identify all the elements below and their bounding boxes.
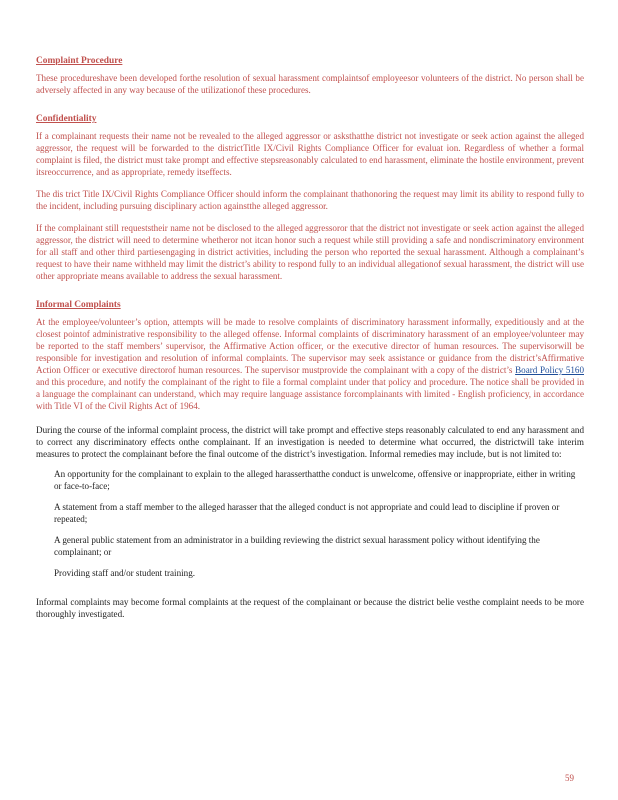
informal-text-before-link: At the employee/volunteer’s option, attempts will be made to resolve complaints of discriminatory harassment informally, expeditiously and at the closest pointof administrative responsibility to the alleged offense. Informal complaints of discriminatory harassment of an employee/volunteer may be reported to the staff members’ supervisor, the Affirmative Action officer, or the executive director of human resources. The supervisorwill be responsible for investigation and resolution of informal complaints. The supervisor may seek assistance or guidance from the district’sAffirmative Action Officer or executive directorof human resources. The supervisor mustprovide the complainant with a copy of the district’s bbox=[36, 317, 584, 375]
confidentiality-paragraph-2: The dis trict Title IX/Civil Rights Compliance Officer should inform the complainant thathonoring the request may limit its ability to respond fully to the incident, including pursuing disciplinary action againstthe alleged aggressor. bbox=[36, 189, 584, 211]
list-item-text: An opportunity for the complainant to explain to the alleged harasserthatthe conduct is unwelcome, offensive or inappropriate, either in writing or face-to-face; bbox=[54, 469, 576, 491]
list-item-text: A general public statement from an administrator in a building reviewing the district sexual harassment policy without identifying the complainant; or bbox=[54, 535, 540, 557]
list-item bbox=[36, 534, 584, 558]
informal-complaints-heading: Informal Complaints bbox=[36, 300, 121, 310]
complaint-procedure-text: These procedureshave been developed forthe resolution of sexual harassment complaintsof employeesor volunteers of the district. No person shall be adversely affected in any way because of the utilizationof these procedures. bbox=[36, 73, 584, 95]
complaint-procedure-heading: Complaint Procedure bbox=[36, 56, 123, 66]
list-item bbox=[36, 468, 584, 492]
list-item-text: Providing staff and/or student training. bbox=[54, 568, 196, 578]
confidentiality-paragraph-3: If the complainant still requeststheir name not be disclosed to the alleged aggressoror that the district not investigate or seek action against the alleged aggressor, the district will need to determine whetheror not itcan honor such a request while still providing a safe and nondiscriminatory environment for all staff and other third partiesengaging in district activities, including the person who reported the sexual harassment. Although a complainant’s request to have their name withheld may limit the district’s ability to respond fully to an individual allegationof sexual harassment, the district will use other appropriate means available to address the sexual harassment. bbox=[36, 223, 584, 281]
informal-complaints-paragraph-1 bbox=[36, 316, 584, 412]
page-number: 59 bbox=[565, 773, 574, 783]
informal-complaints-paragraph-2: During the course of the informal complaint process, the district will take prompt and effective steps reasonably calculated to end any harassment and to correct any discriminatory effects onthe complainant. If an investigation is needed to determine what occurred, the districtwill take interim measures to protect the complainant before the final outcome of the district’s investigation. Informal remedies may include, but is not limited to: bbox=[36, 425, 584, 459]
remedies-list bbox=[36, 468, 584, 579]
list-item-text: A statement from a staff member to the alleged harasser that the alleged conduct is not appropriate and could lead to discipline if proven or repeated; bbox=[54, 502, 560, 524]
board-policy-link[interactable]: Board Policy 5160 bbox=[515, 365, 585, 375]
informal-text-after-link: and this procedure, and notify the complainant of the right to file a formal complaint under that policy and procedure. The notice shall be provided in a language the complainant can understand, which may require language assistance forcomplainants with limited - English proficiency, in accordance with Title VI of the Civil Rights Act of 1964. bbox=[36, 377, 584, 411]
list-item bbox=[36, 501, 584, 525]
list-item bbox=[36, 567, 584, 579]
informal-complaints-paragraph-3: Informal complaints may become formal complaints at the request of the complainant or because the district belie vesthe complaint needs to be more thoroughly investigated. bbox=[36, 597, 584, 619]
document-page bbox=[36, 50, 584, 620]
confidentiality-paragraph-1: If a complainant requests their name not be revealed to the alleged aggressor or asksthatthe district not investigate or seek action against the alleged aggressor, the request will be forwarded to the districtTitle IX/Civil Rights Compliance Officer for evaluat ion. Regardless of whether a formal complaint is filed, the district must take prompt and effective stepsreasonably calculated to end harassment, eliminate the hostile environment, prevent itsreoccurrence, and as appropriate, remedy itseffects. bbox=[36, 131, 584, 177]
confidentiality-heading: Confidentiality bbox=[36, 114, 97, 124]
